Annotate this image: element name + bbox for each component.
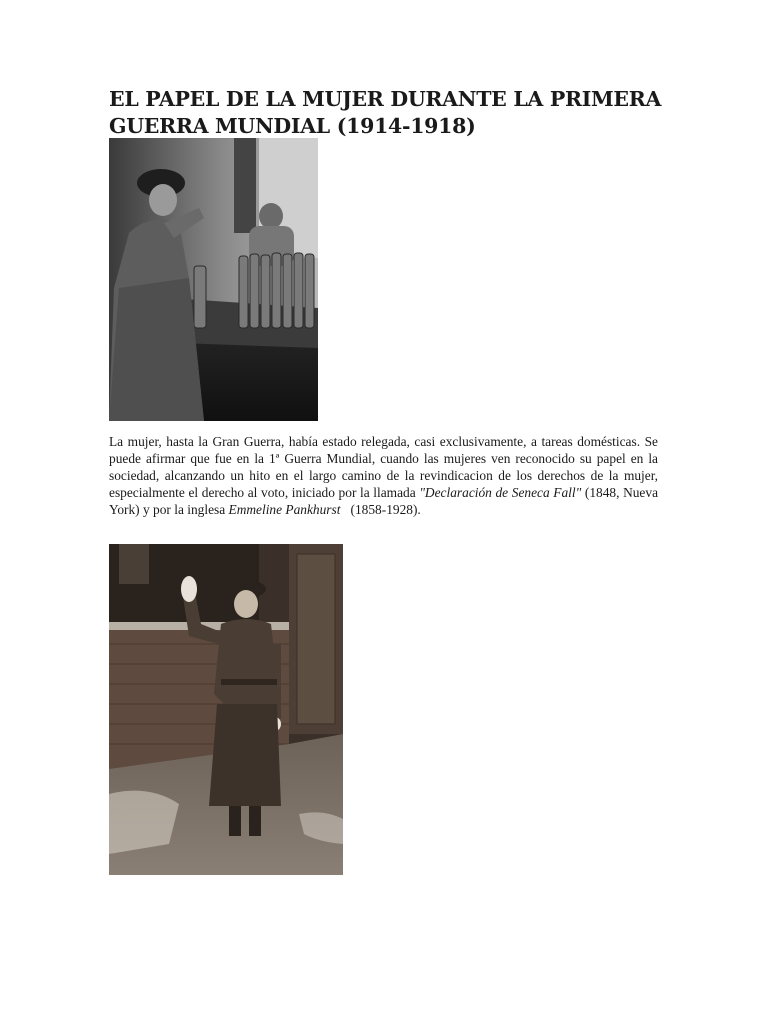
munitions-factory-photo [109, 138, 318, 421]
paragraph-text-3: (1858-1928). [340, 502, 421, 517]
document-title: EL PAPEL DE LA MUJER DURANTE LA PRIMERA GUERRA MUNDIAL (1914-1918) [109, 87, 662, 138]
pankhurst-name: Emmeline Pankhurst [228, 502, 341, 517]
uniformed-woman-photo-graphic [109, 544, 343, 875]
body-paragraph [109, 433, 658, 518]
paragraph-text: La mujer, hasta la Gran Guerra, había estado relegada, casi exclusivamente, a tareas domésticas. Se puede afirmar que fue en la 1ª Guerra Mundial, cuando las mujeres ven reconocido su papel en la sociedad, alcanzando un hito en el largo camino de la revindicacion de los derechos de la mujer, especialmente el derecho al voto, iniciado por la llamada [109, 434, 658, 500]
uniformed-woman-photo [109, 544, 343, 875]
munitions-photo-graphic [109, 138, 318, 421]
paragraph-text-2: (1848, Nueva York) y por la inglesa [109, 485, 659, 517]
seneca-falls-quote: "Declaración de Seneca Fall" [419, 485, 582, 500]
